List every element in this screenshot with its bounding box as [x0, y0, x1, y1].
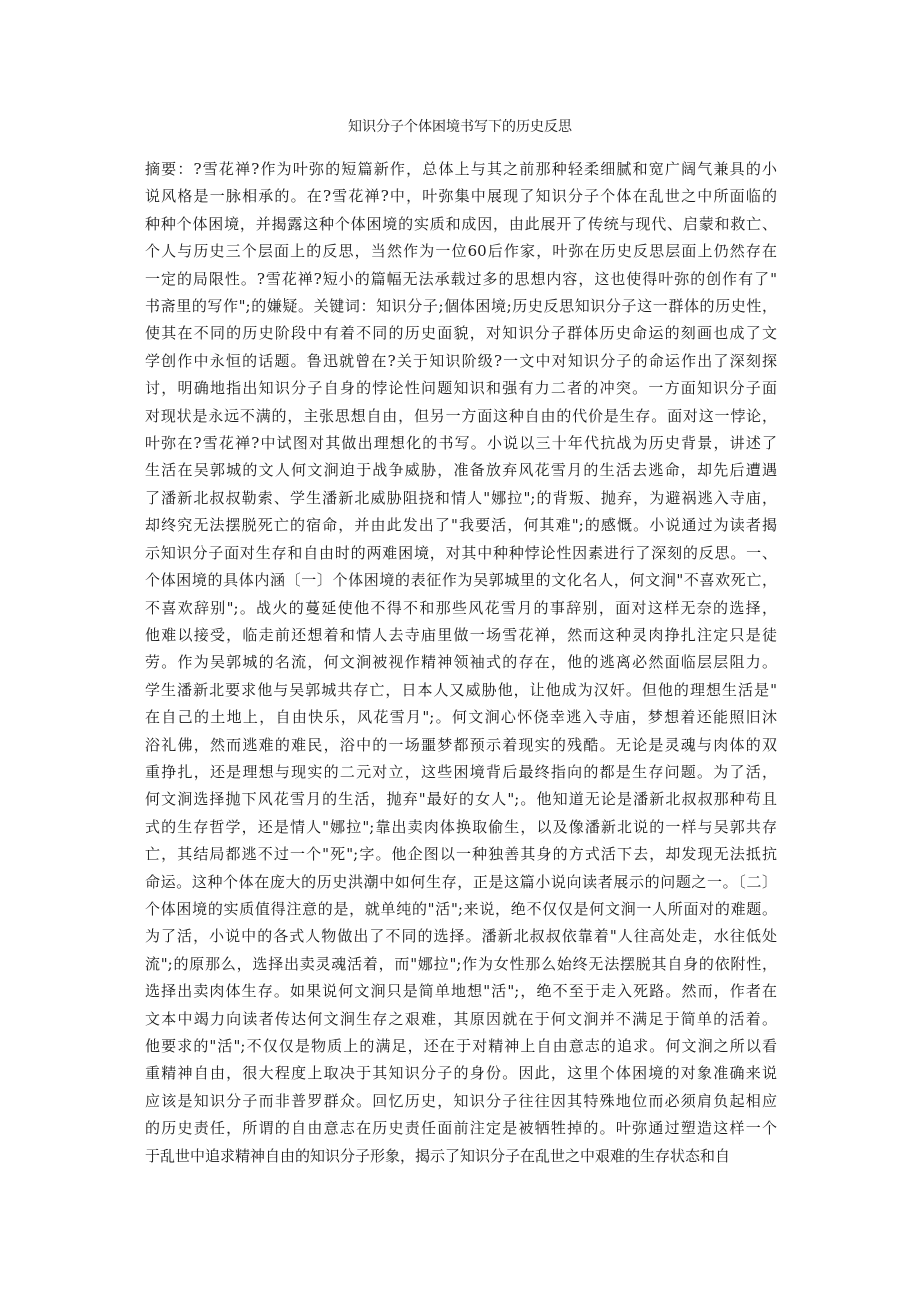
body-line: 为了活，小说中的各式人物做出了不同的选择。潘新北叔叔依靠着"人往高处走，水往低处 — [145, 927, 777, 946]
body-line: 劳。作为吴郭城的名流，何文涧被视作精神领袖式的存在，他的逃离必然面临层层阻力。 — [145, 653, 777, 672]
body-line: 摘要：?雪花禅?作为叶弥的短篇新作，总体上与其之前那种轻柔细腻和宽广阔气兼具的小 — [145, 160, 777, 178]
body-line: 示知识分子面对生存和自由时的两难困境，对其中种种悖论性因素进行了深刻的反思。一、 — [145, 543, 777, 562]
body-line: 个体困境的具体内涵〔一〕个体困境的表征作为吴郭城里的文化名人，何文涧"不喜欢死亡， — [145, 571, 777, 590]
body-line: 选择出卖肉体生存。如果说何文涧只是简单地想"活";，绝不至于走入死路。然而，作者在 — [145, 982, 777, 1001]
body-line: 个人与历史三个层面上的反思，当然作为一位60后作家，叶弥在历史反思层面上仍然存在 — [145, 242, 777, 261]
body-line: 个体困境的实质值得注意的是，就单纯的"活";来说，绝不仅仅是何文涧一人所面对的难题。 — [145, 899, 777, 918]
body-line: 却终究无法摆脱死亡的宿命，并由此发出了"我要活，何其难";的感慨。小说通过为读者揭 — [145, 516, 777, 535]
body-line: 生活在吴郭城的文人何文涧迫于战争威胁，准备放弃风花雪月的生活去逃命，却先后遭遇 — [145, 461, 777, 480]
body-line: 在自己的土地上，自由快乐，风花雪月";。何文涧心怀侥幸逃入寺庙，梦想着还能照旧沐 — [145, 708, 777, 727]
body-line: 文本中竭力向读者传达何文涧生存之艰难，其原因就在于何文涧并不满足于简单的活着。 — [145, 1009, 777, 1028]
body-line: 学创作中永恒的话题。鲁迅就曾在?关于知识阶级?一文中对知识分子的命运作出了深刻探 — [145, 351, 777, 370]
body-line: 何文涧选择抛下风花雪月的生活，抛弃"最好的女人";。他知道无论是潘新北叔叔那种苟且 — [145, 790, 777, 809]
body-line: 不喜欢辞别";。战火的蔓延使他不得不和那些风花雪月的事辞别，面对这样无奈的选择， — [145, 598, 777, 617]
body-line: 一定的局限性。?雪花禅?短小的篇幅无法承载过多的思想内容，这也使得叶弥的创作有了" — [145, 269, 777, 288]
body-line: 对现状是永远不满的，主张思想自由，但另一方面这种自由的代价是生存。面对这一悖论， — [145, 406, 777, 425]
body-line: 叶弥在?雪花禅?中试图对其做出理想化的书写。小说以三十年代抗战为历史背景，讲述了 — [145, 434, 777, 453]
body-line: 亡，其结局都逃不过一个"死";字。他企图以一种独善其身的方式活下去，却发现无法抵抗 — [145, 845, 777, 864]
body-line: 重挣扎，还是理想与现实的二元对立，这些困境背后最终指向的都是生存问题。为了活， — [145, 762, 777, 781]
document-body — [145, 156, 777, 1170]
body-line: 书斋里的写作";的嫌疑。关键词：知识分子;個体困境;历史反思知识分子这一群体的历史性， — [145, 297, 777, 316]
body-line: 浴礼佛，然而逃难的难民，浴中的一场噩梦都预示着现实的残酷。无论是灵魂与肉体的双 — [145, 735, 777, 754]
body-line: 他要求的"活";不仅仅是物质上的满足，还在于对精神上自由意志的追求。何文涧之所以看 — [145, 1037, 777, 1055]
body-line: 流";的原那么，选择出卖灵魂活着，而"娜拉";作为女性那么始终无法摆脱其自身的依附性， — [145, 954, 777, 973]
body-line: 种种个体困境，并揭露这种个体困境的实质和成因，由此展开了传统与现代、启蒙和救亡、 — [145, 214, 777, 233]
document-title: 知识分子个体困境书写下的历史反思 — [348, 119, 572, 135]
body-line: 式的生存哲学，还是情人"娜拉";靠出卖肉体换取偷生，以及像潘新北说的一样与吴郭共存 — [145, 817, 777, 836]
body-line: 学生潘新北要求他与吴郭城共存亡，日本人又威胁他，让他成为汉奸。但他的理想生活是" — [145, 680, 777, 699]
body-line: 命运。这种个体在庞大的历史洪潮中如何生存，正是这篇小说向读者展示的问题之一。〔二〕 — [145, 872, 777, 891]
body-line: 的历史责任，所谓的自由意志在历史责任面前注定是被牺牲掉的。叶弥通过塑造这样一个 — [145, 1119, 777, 1138]
body-line: 他难以接受，临走前还想着和情人去寺庙里做一场雪花禅，然而这种灵肉挣扎注定只是徒 — [145, 625, 777, 644]
body-line: 讨，明确地指出知识分子自身的悖论性问题知识和强有力二者的冲突。一方面知识分子面 — [145, 379, 777, 398]
body-line: 重精神自由，很大程度上取决于其知识分子的身份。因此，这里个体困境的对象准确来说 — [145, 1064, 777, 1083]
body-line: 了潘新北叔叔勒索、学生潘新北威胁阻挠和情人"娜拉";的背叛、抛弃，为避祸逃入寺庙， — [145, 488, 777, 507]
body-line: 使其在不同的历史阶段中有着不同的历史面貌，对知识分子群体历史命运的刻画也成了文 — [145, 324, 777, 343]
body-line: 应该是知识分子而非普罗群众。回忆历史，知识分子往往因其特殊地位而必须肩负起相应 — [145, 1091, 777, 1110]
body-line: 说风格是一脉相承的。在?雪花禅?中，叶弥集中展现了知识分子个体在乱世之中所面临的 — [145, 187, 777, 206]
body-line: 于乱世中追求精神自由的知识分子形象，揭示了知识分子在乱世之中艰难的生存状态和自 — [145, 1146, 731, 1165]
